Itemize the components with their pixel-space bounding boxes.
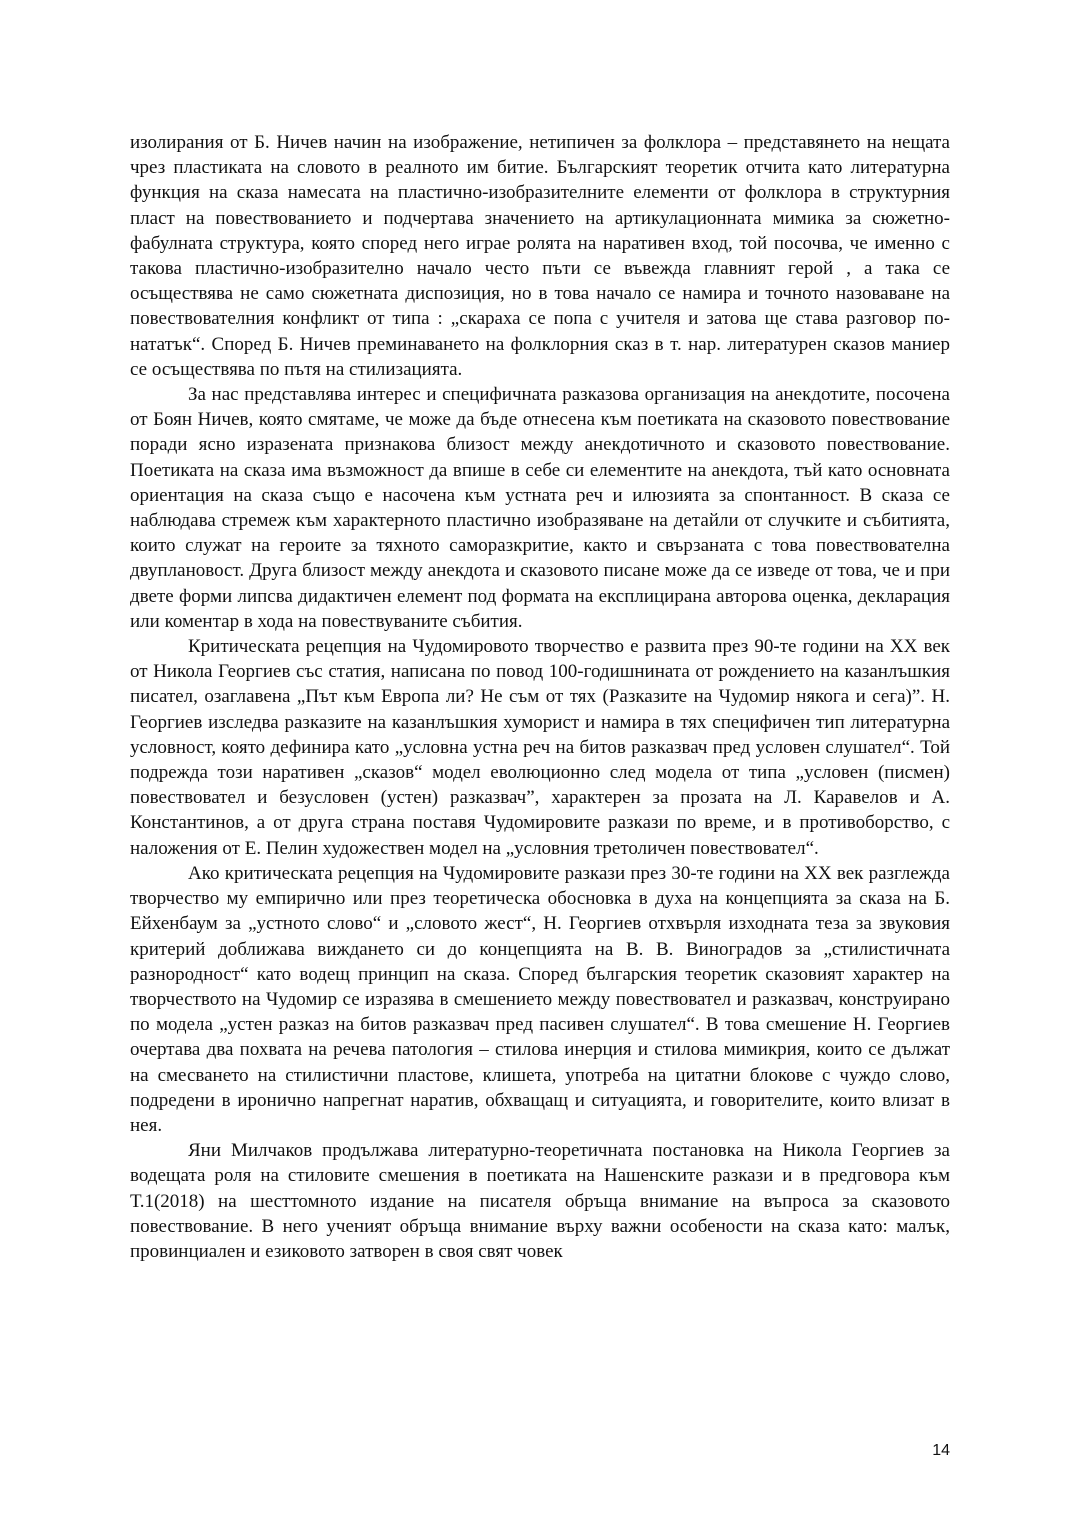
paragraph-4: Ако критическата рецепция на Чудомировите разкази през 30-те години на ХХ век разглежда творчество му емпирично или през теоретическа обосновка в духа на концепцията за сказа на Б. Ейхенбаум за „устното слово“ и „словото жест“, Н. Георгиев отхвърля изходната теза за звуковия критерий доближава виждането си до концепцията на В. В. Виноградов за „стилистичната разнородност“ като водещ принцип на сказа. Според българския теоретик сказовият характер на творчеството на Чудомир се изразява в смешението между повествовател и разказвач, конструирано по модела „устен разказ на битов разказвач пред пасивен слушател“. В това смешение Н. Георгиев очертава два похвата на речева патология – стилова инерция и стилова мимикрия, които се дължат на смесването на стилистични пластове, клишета, употреба на цитатни блокове с чуждо слово, подредени в иронично напрегнат наратив, обхващащ и ситуацията, и говорителите, които влизат в нея. [130, 862, 950, 1136]
document-body [130, 130, 950, 1264]
paragraph-3: Критическата рецепция на Чудомировото творчество е развита през 90-те години на ХХ век от Никола Георгиев със статия, написана по повод 100-годишнината от рождението на казанлъшкия писател, озаглавена „Път към Европа ли? Не съм от тях (Разказите на Чудомир някога и сега)”. Н. Георгиев изследва разказите на казанлъшкия хуморист и намира в тях специфичен тип литературна условност, която дефинира като „условна устна реч на битов разказвач пред условен слушател“. Той подрежда този наративен „сказов“ модел еволюционно след модела от типа „условен (писмен) повествовател и безусловен (устен) разказвач”, характерен за прозата на Л. Каравелов и А. Константинов, а от друга страна поставя Чудомировите разкази по време, и в противоборство, с наложения от Е. Пелин художествен модел на „условния третоличен повествовател“. [130, 636, 950, 859]
paragraph-1: изолирания от Б. Ничев начин на изображение, нетипичен за фолклора – представянето на нещата чрез пластиката на словото в реалното им битие. Българският теоретик отчита като литературна функция на сказа намесата на пластично-изобразителните елементи от фолклора в структурния пласт на повествованието и подчертава значението на артикулационната мимика за сюжетно-фабулната структура, която според него играе ролята на наративен вход, той посочва, че именно с такова пластично-изобразително начало често пъти се въвежда главният герой , а така се осъществява не само сюжетната диспозиция, но в това начало се намира и точното назоваване на повествователния конфликт от типа : „скараха се попа с учителя и затова ще става разговор по-нататък“. Според Б. Ничев преминаването на фолклорния сказ в т. нар. литературен сказов маниер се осъществява по пътя на стилизацията. [130, 132, 950, 380]
paragraph-5: Яни Милчаков продължава литературно-теоретичната постановка на Никола Георгиев за водещата роля на стиловите смешения в поетиката на Нашенските разкази и в предговора към Т.1(2018) на шесттомното издание на писателя обръща внимание на въпроса за сказовото повествование. В него ученият обръща внимание върху важни особености на сказа като: малък, провинциален и езиковото затворен в своя свят човек [130, 1140, 950, 1262]
paragraph-2: За нас представлява интерес и специфичната разказова организация на анекдотите, посочена от Боян Ничев, която смятаме, че може да бъде отнесена към поетиката на сказовото повествование поради ясно изразената признакова близост между анекдотичното и сказовото повествование. Поетиката на сказа има възможност да впише в себе си елементите на анекдота, тъй като основната ориентация на сказа също е насочена към устната реч и илюзията за спонтанност. В сказа се наблюдава стремеж към характерното пластично изобразяване на детайли от случките и събитията, които служат на героите за тяхното саморазкритие, както и свързаната с това повествователна двуплановост. Друга близост между анекдота и сказовото писане може да се изведе от това, че и при двете форми липсва дидактичен елемент под формата на експлицирана авторова оценка, декларация или коментар в хода на повествуваните събития. [130, 384, 950, 632]
page-number: 14 [932, 1442, 950, 1459]
